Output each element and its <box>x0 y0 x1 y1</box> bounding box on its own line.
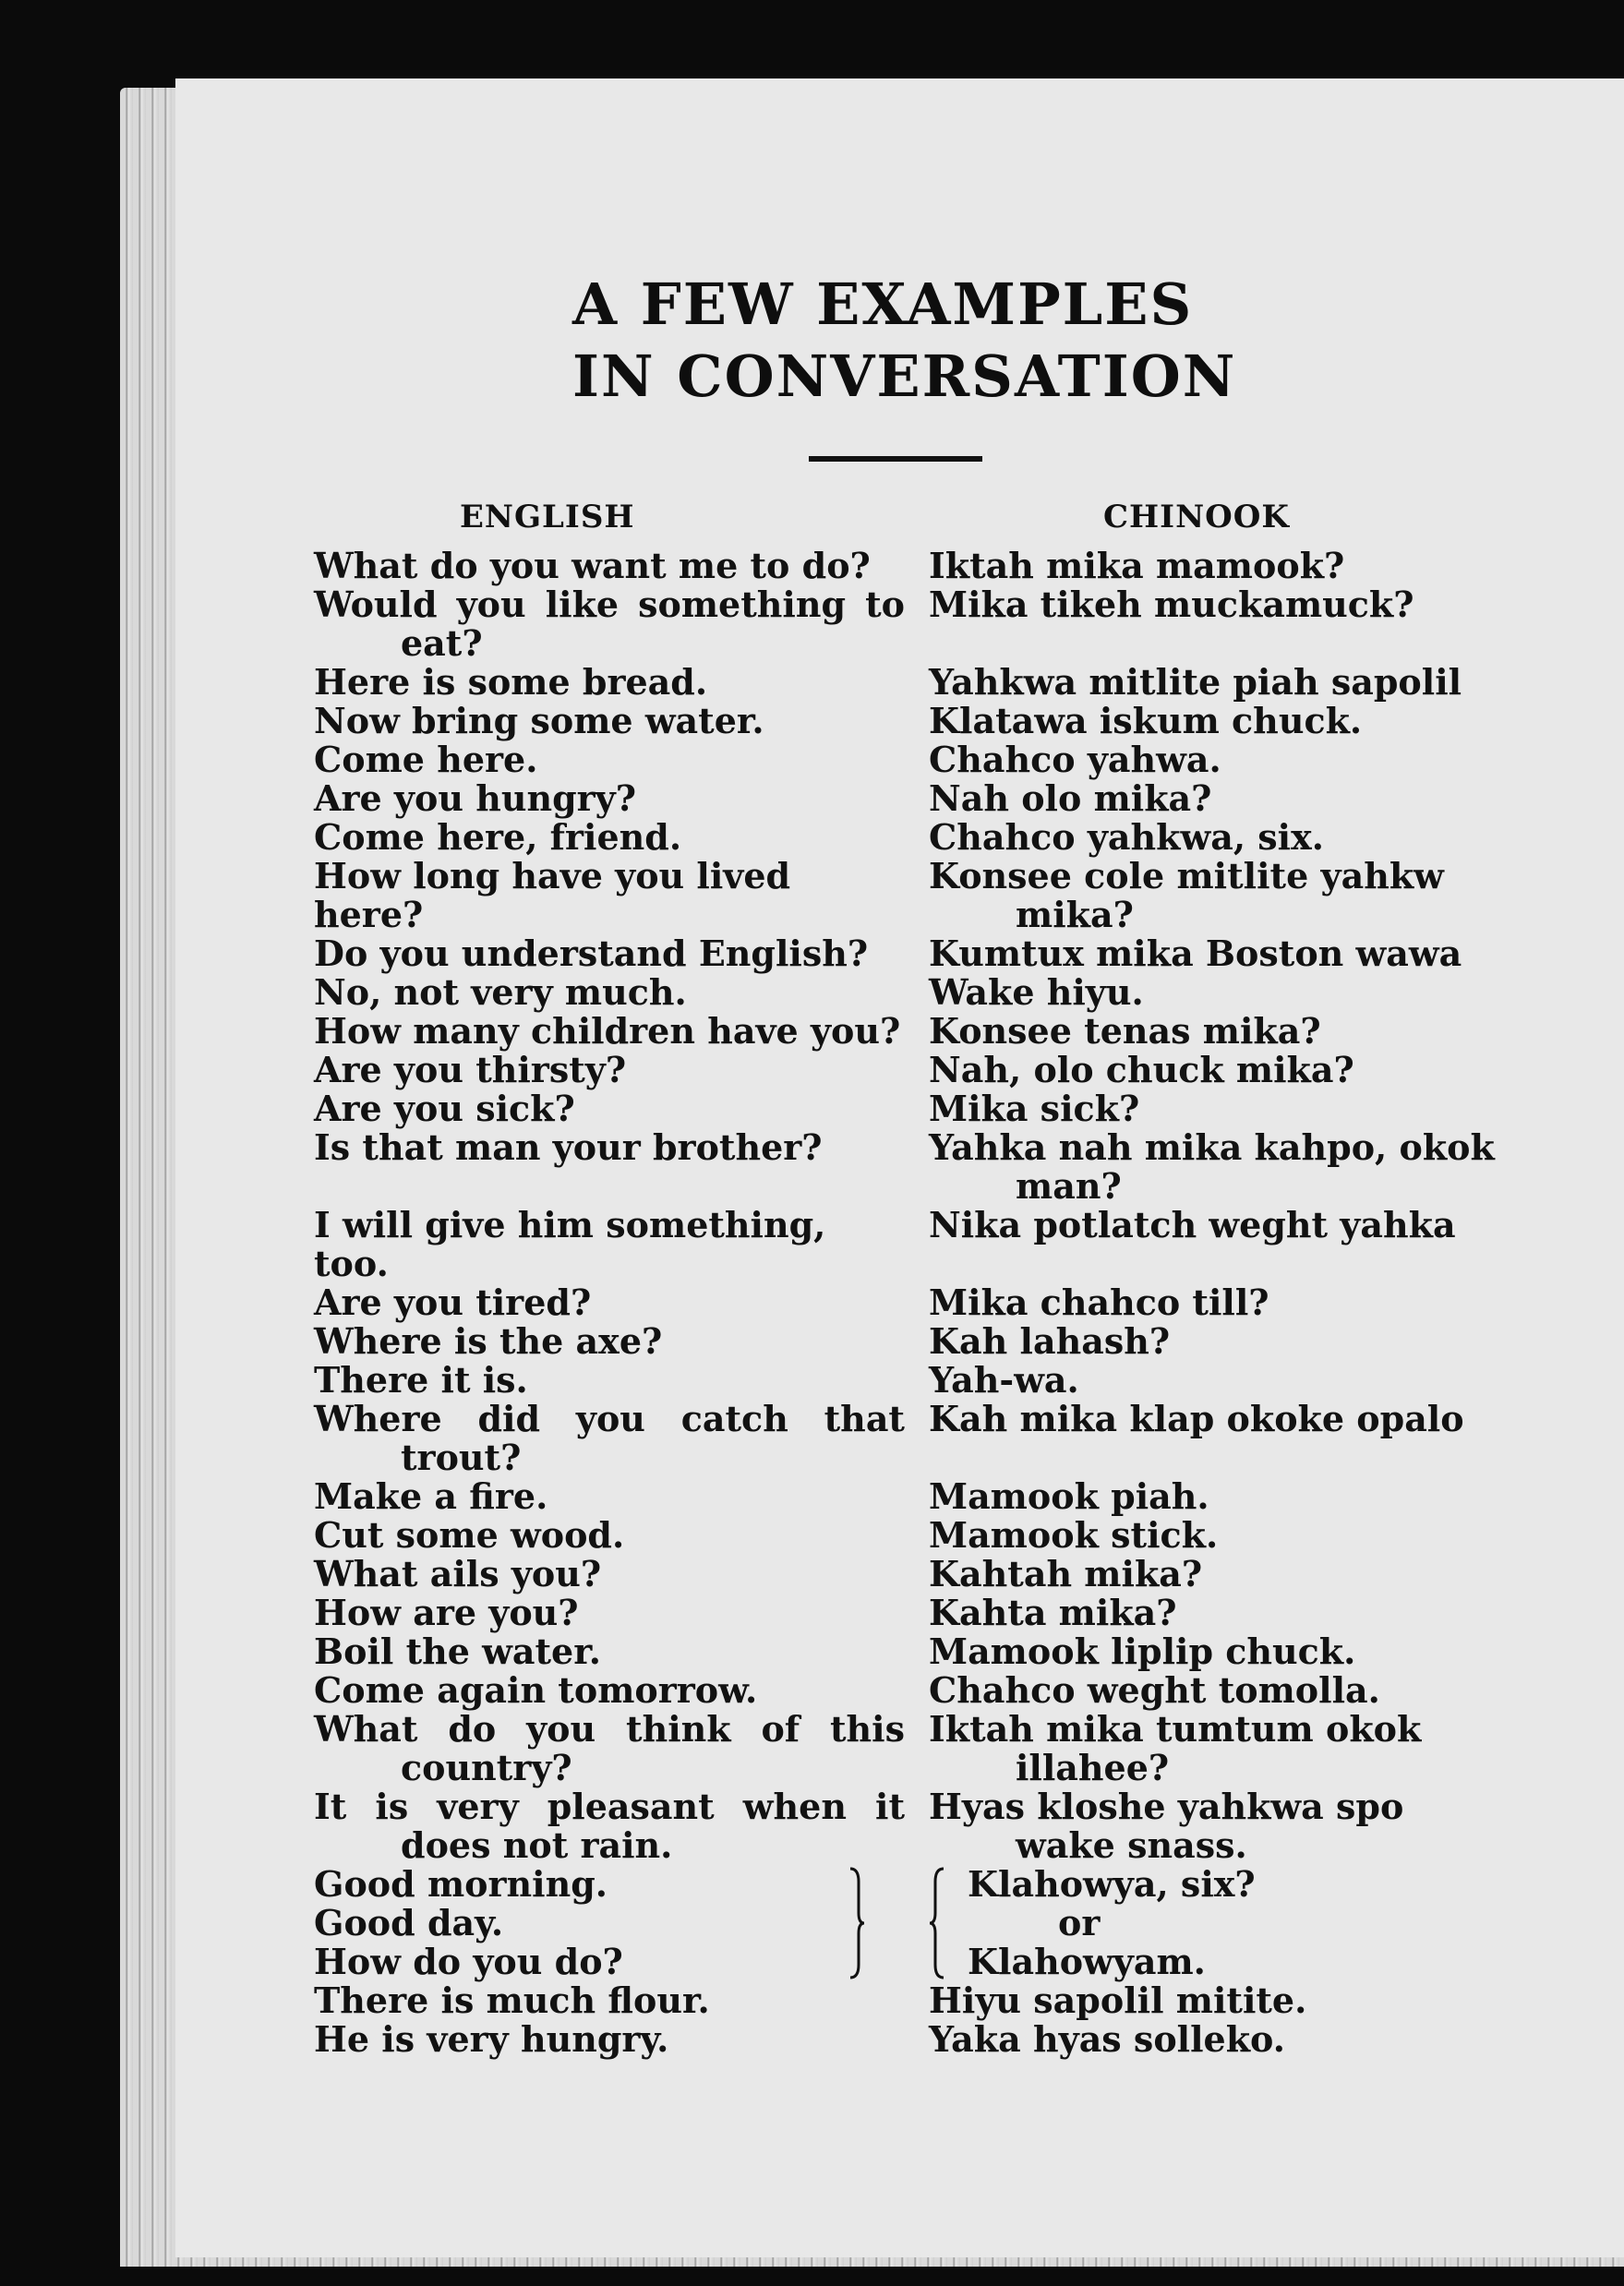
english-text: Are you sick? <box>314 1088 575 1129</box>
chinook-text: Kahta mika? <box>929 1592 1177 1633</box>
chinook-text: Nah, olo chuck mika? <box>929 1049 1354 1090</box>
phrase-row <box>314 1477 1606 1516</box>
english-text-continued: does not rain. <box>401 1824 673 1866</box>
chinook-phrase <box>905 663 1624 702</box>
english-phrase <box>314 1594 905 1632</box>
greeting-chinook <box>905 1865 1624 1981</box>
english-phrase <box>314 585 905 663</box>
phrase-row <box>314 585 1606 663</box>
english-text: Are you thirsty? <box>314 1049 627 1090</box>
chinook-phrase <box>905 702 1624 740</box>
chinook-phrase <box>905 1400 1624 1477</box>
chinook-phrase <box>905 1322 1624 1361</box>
greeting-english-line: How do you do? <box>314 1941 623 1982</box>
english-phrase <box>314 702 905 740</box>
chinook-phrase <box>905 1012 1624 1051</box>
english-text-continued: trout? <box>401 1437 522 1478</box>
english-phrase <box>314 1283 905 1322</box>
english-text: Would you like something to <box>314 584 905 625</box>
chinook-text: Mika chahco till? <box>929 1281 1269 1323</box>
left-brace-icon <box>927 1865 947 1981</box>
greeting-or-label: or <box>1058 1902 1101 1943</box>
english-text: What do you think of this <box>314 1708 905 1750</box>
english-text: There is much flour. <box>314 1979 710 2021</box>
english-phrase <box>314 1671 905 1710</box>
chinook-text: Chahco yahkwa, six. <box>929 816 1325 858</box>
phrase-table <box>314 547 1606 2059</box>
greeting-english-line: Good morning. <box>314 1863 608 1905</box>
english-text: Make a fire. <box>314 1475 548 1517</box>
chinook-text: Kah mika klap okoke opalo <box>929 1398 1464 1439</box>
english-text: How are you? <box>314 1592 579 1633</box>
english-phrase <box>314 1981 905 2020</box>
chinook-phrase <box>905 973 1624 1012</box>
greeting-chinook-line: Klahowya, six? <box>968 1863 1256 1905</box>
page-title-line-1: A FEW EXAMPLES <box>572 271 1194 338</box>
chinook-phrase <box>905 1089 1624 1128</box>
chinook-phrase <box>905 740 1624 779</box>
phrase-row <box>314 663 1606 702</box>
chinook-phrase <box>905 1981 1624 2020</box>
phrase-row <box>314 1671 1606 1710</box>
english-text: Here is some bread. <box>314 661 708 703</box>
phrase-row <box>314 1128 1606 1206</box>
chinook-phrase <box>905 1128 1624 1206</box>
english-phrase <box>314 1206 905 1283</box>
phrase-row <box>314 2020 1606 2059</box>
english-phrase <box>314 663 905 702</box>
chinook-text: Yah-wa. <box>929 1359 1079 1401</box>
chinook-phrase <box>905 1632 1624 1671</box>
chinook-phrase <box>905 934 1624 973</box>
title-rule-divider <box>809 456 982 462</box>
chinook-phrase <box>905 779 1624 818</box>
english-text: What ails you? <box>314 1553 602 1594</box>
chinook-text: Wake hiyu. <box>929 971 1144 1013</box>
english-text: There it is. <box>314 1359 528 1401</box>
phrase-row <box>314 1400 1606 1477</box>
phrase-row <box>314 547 1606 585</box>
english-text: Come here, friend. <box>314 816 682 858</box>
english-phrase <box>314 1477 905 1516</box>
phrase-row <box>314 1632 1606 1671</box>
english-text: Are you tired? <box>314 1281 592 1323</box>
phrase-row <box>314 973 1606 1012</box>
phrase-row <box>314 1710 1606 1787</box>
english-text-continued: country? <box>401 1747 572 1788</box>
english-phrase <box>314 818 905 857</box>
english-text: He is very hungry. <box>314 2018 669 2060</box>
chinook-text: Nah olo mika? <box>929 777 1212 819</box>
english-text: Now bring some water. <box>314 700 764 741</box>
english-phrase <box>314 857 905 934</box>
english-phrase <box>314 740 905 779</box>
chinook-text: Mamook piah. <box>929 1475 1209 1517</box>
chinook-text: Mika tikeh muckamuck? <box>929 584 1414 625</box>
right-brace-icon <box>848 1865 866 1981</box>
chinook-phrase <box>905 1594 1624 1632</box>
chinook-phrase <box>905 857 1624 934</box>
chinook-text-continued: mika? <box>1016 894 1134 935</box>
phrase-row <box>314 779 1606 818</box>
english-text: I will give him something, too. <box>314 1204 826 1284</box>
english-text: Do you understand English? <box>314 932 869 974</box>
english-text: No, not very much. <box>314 971 687 1013</box>
english-phrase <box>314 779 905 818</box>
chinook-text: Nika potlatch weght yahka <box>929 1204 1456 1245</box>
chinook-phrase <box>905 1206 1624 1283</box>
chinook-phrase <box>905 1051 1624 1089</box>
phrase-row <box>314 1012 1606 1051</box>
phrase-row <box>314 934 1606 973</box>
english-phrase <box>314 1632 905 1671</box>
english-phrase <box>314 1128 905 1206</box>
phrase-row <box>314 1322 1606 1361</box>
phrase-row <box>314 740 1606 779</box>
english-phrase <box>314 1322 905 1361</box>
english-text: Cut some wood. <box>314 1514 625 1556</box>
greeting-english-line: Good day. <box>314 1902 504 1943</box>
chinook-phrase <box>905 818 1624 857</box>
chinook-text: Iktah mika mamook? <box>929 545 1345 586</box>
chinook-text: Kumtux mika Boston wawa <box>929 932 1462 974</box>
english-phrase <box>314 1710 905 1787</box>
chinook-text: Hyas kloshe yahkwa spo <box>929 1786 1404 1827</box>
chinook-phrase <box>905 585 1624 663</box>
english-phrase <box>314 2020 905 2059</box>
english-phrase <box>314 1555 905 1594</box>
phrase-row <box>314 1516 1606 1555</box>
phrase-row <box>314 857 1606 934</box>
english-text: Come again tomorrow. <box>314 1669 758 1711</box>
english-phrase <box>314 973 905 1012</box>
phrase-row <box>314 1594 1606 1632</box>
chinook-text-continued: wake snass. <box>1016 1824 1247 1866</box>
chinook-text: Klatawa iskum chuck. <box>929 700 1363 741</box>
chinook-phrase <box>905 1671 1624 1710</box>
chinook-text: Konsee cole mitlite yahkw <box>929 855 1444 896</box>
greeting-group <box>314 1865 1606 1981</box>
english-phrase <box>314 1051 905 1089</box>
english-text: How long have you lived here? <box>314 855 791 935</box>
chinook-text: Yahka nah mika kahpo, okok <box>929 1126 1495 1168</box>
english-text: Where did you catch that <box>314 1398 905 1439</box>
column-header-english: ENGLISH <box>460 499 635 535</box>
english-text: Is that man your brother? <box>314 1126 823 1168</box>
phrase-row <box>314 1206 1606 1283</box>
page-title-line-2: IN CONVERSATION <box>572 343 1237 410</box>
chinook-text: Chahco yahwa. <box>929 739 1221 780</box>
chinook-phrase <box>905 1361 1624 1400</box>
english-text: What do you want me to do? <box>314 545 871 586</box>
phrase-row <box>314 818 1606 857</box>
chinook-text: Mika sick? <box>929 1088 1140 1129</box>
greeting-english <box>314 1865 905 1981</box>
english-phrase <box>314 1400 905 1477</box>
chinook-phrase <box>905 1555 1624 1594</box>
chinook-phrase <box>905 1710 1624 1787</box>
english-text: Are you hungry? <box>314 777 637 819</box>
english-phrase <box>314 1516 905 1555</box>
english-text: Boil the water. <box>314 1630 601 1672</box>
english-text: Come here. <box>314 739 538 780</box>
english-text: How many children have you? <box>314 1010 901 1052</box>
english-phrase <box>314 1361 905 1400</box>
chinook-text: Mamook liplip chuck. <box>929 1630 1356 1672</box>
english-text-continued: eat? <box>401 622 483 664</box>
chinook-text: Kah lahash? <box>929 1320 1171 1362</box>
chinook-text: Chahco weght tomolla. <box>929 1669 1380 1711</box>
chinook-text: Konsee tenas mika? <box>929 1010 1321 1052</box>
chinook-text: Yahkwa mitlite piah sapolil <box>929 661 1462 703</box>
chinook-text-continued: man? <box>1016 1165 1122 1207</box>
chinook-text-continued: illahee? <box>1016 1747 1170 1788</box>
chinook-phrase <box>905 1516 1624 1555</box>
english-text: It is very pleasant when it <box>314 1786 905 1827</box>
chinook-text: Kahtah mika? <box>929 1553 1203 1594</box>
phrase-row <box>314 1051 1606 1089</box>
column-header-chinook: CHINOOK <box>1103 499 1290 535</box>
chinook-phrase <box>905 1787 1624 1865</box>
phrase-row <box>314 1361 1606 1400</box>
phrase-row <box>314 1283 1606 1322</box>
chinook-text: Iktah mika tumtum okok <box>929 1708 1422 1750</box>
phrase-row <box>314 1981 1606 2020</box>
chinook-text: Hiyu sapolil mitite. <box>929 1979 1307 2021</box>
phrase-row <box>314 702 1606 740</box>
english-text: Where is the axe? <box>314 1320 663 1362</box>
english-phrase <box>314 1089 905 1128</box>
english-phrase <box>314 547 905 585</box>
chinook-phrase <box>905 1477 1624 1516</box>
english-phrase <box>314 1787 905 1865</box>
phrase-row <box>314 1089 1606 1128</box>
english-phrase <box>314 934 905 973</box>
phrase-row <box>314 1787 1606 1865</box>
chinook-phrase <box>905 547 1624 585</box>
chinook-phrase <box>905 1283 1624 1322</box>
chinook-text: Yaka hyas solleko. <box>929 2018 1285 2060</box>
chinook-text: Mamook stick. <box>929 1514 1219 1556</box>
english-phrase <box>314 1012 905 1051</box>
chinook-phrase <box>905 2020 1624 2059</box>
greeting-chinook-line: Klahowyam. <box>968 1941 1206 1982</box>
phrase-row <box>314 1555 1606 1594</box>
